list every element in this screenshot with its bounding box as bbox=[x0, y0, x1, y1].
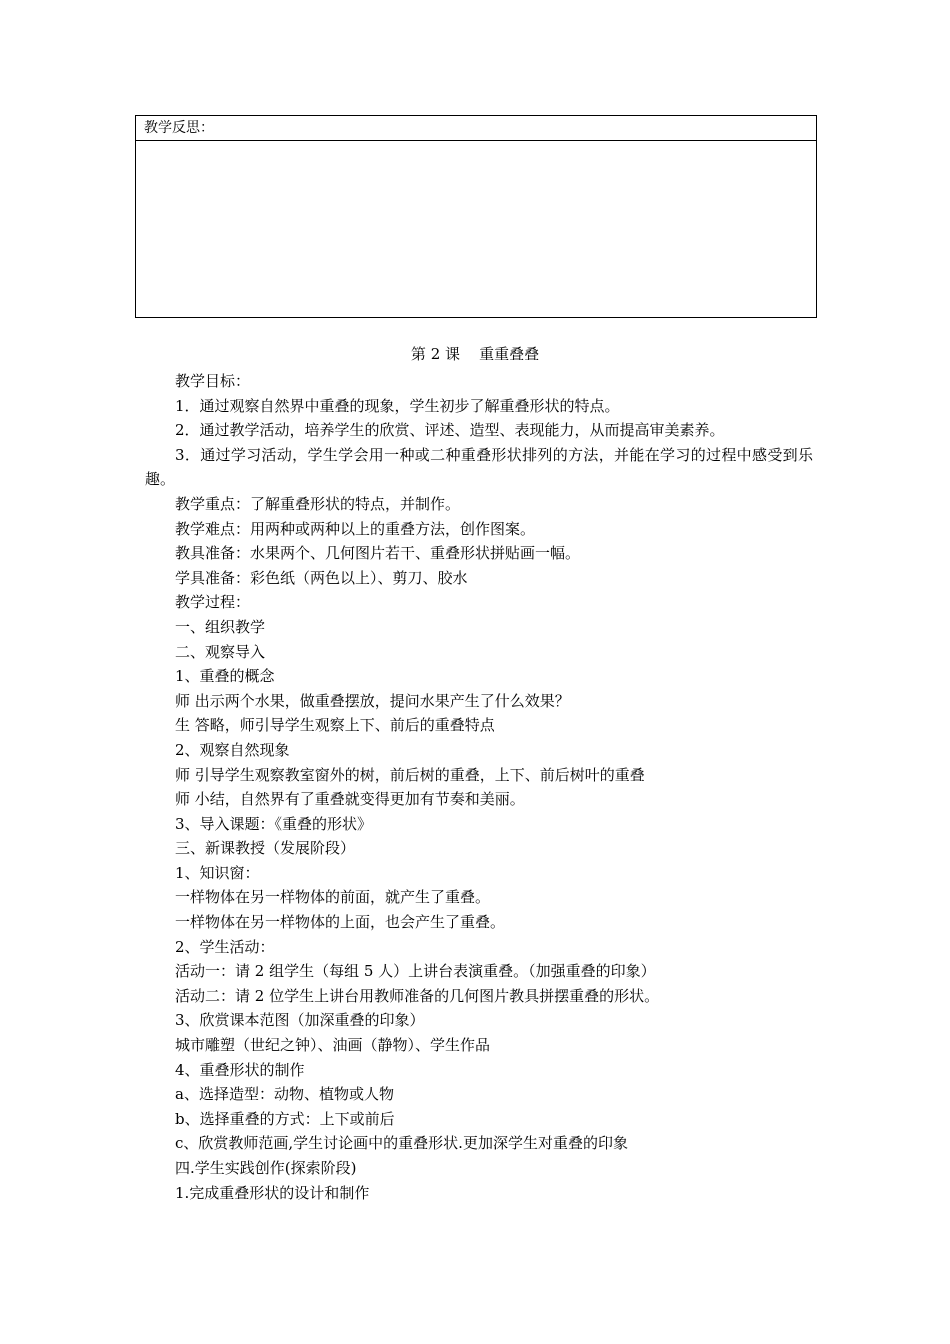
text-line: 2．通过教学活动，培养学生的欣赏、评述、造型、表现能力，从而提高审美素养。 bbox=[175, 421, 725, 440]
text-line: 2、观察自然现象 bbox=[175, 740, 290, 759]
text-line: 1、知识窗： bbox=[175, 863, 260, 882]
text-line: 师 出示两个水果，做重叠摆放，提问水果产生了什么效果？ bbox=[175, 691, 570, 710]
text-line: 活动二：请 2 位学生上讲台用教师准备的几何图片教具拼摆重叠的形状。 bbox=[175, 986, 660, 1005]
text-line: 教学过程： bbox=[175, 593, 251, 612]
text-line: 四.学生实践创作(探索阶段) bbox=[175, 1159, 357, 1177]
text-line: 生 答略，师引导学生观察上下、前后的重叠特点 bbox=[175, 716, 495, 735]
text-line: 1.完成重叠形状的设计和制作 bbox=[175, 1183, 370, 1202]
lesson-body bbox=[145, 369, 813, 1205]
text-line: 教学难点：用两种或两种以上的重叠方法，创作图案。 bbox=[175, 519, 536, 538]
text-line: 学具准备：彩色纸（两色以上）、剪刀、胶水 bbox=[175, 568, 468, 587]
text-line: 教学目标： bbox=[175, 372, 251, 390]
text-line: 城市雕塑（世纪之钟）、油画（静物）、学生作品 bbox=[175, 1036, 491, 1055]
text-line: 一样物体在另一样物体的前面，就产生了重叠。 bbox=[175, 888, 491, 907]
reflection-label: 教学反思： bbox=[136, 116, 816, 141]
text-line: 3、欣赏课本范图（加深重叠的印象） bbox=[175, 1011, 425, 1030]
text-line: 2、学生活动： bbox=[175, 937, 275, 956]
text-line: 1、重叠的概念 bbox=[175, 667, 275, 686]
text-line: 二、观察导入 bbox=[175, 642, 266, 661]
text-line: 师 引导学生观察教室窗外的树，前后树的重叠，上下、前后树叶的重叠 bbox=[175, 765, 645, 784]
text-line: 一、组织教学 bbox=[175, 617, 266, 636]
text-line: b、选择重叠的方式：上下或前后 bbox=[175, 1109, 395, 1128]
text-line: c、欣赏教师范画,学生讨论画中的重叠形状.更加深学生对重叠的印象 bbox=[175, 1134, 628, 1153]
text-line: 4、重叠形状的制作 bbox=[175, 1060, 305, 1079]
text-line: 教学重点：了解重叠形状的特点，并制作。 bbox=[175, 494, 461, 513]
text-line: 活动一：请 2 组学生（每组 5 人）上讲台表演重叠。（加强重叠的印象） bbox=[175, 962, 656, 981]
text-line: a、选择造型：动物、植物或人物 bbox=[175, 1085, 394, 1104]
text-line: 一样物体在另一样物体的上面，也会产生了重叠。 bbox=[175, 913, 506, 932]
reflection-table bbox=[135, 115, 817, 318]
text-line: 3．通过学习活动，学生学会用一种或二种重叠形状排列的方法，并能在学习的过程中感受到乐趣。 bbox=[145, 445, 813, 489]
text-line: 1．通过观察自然界中重叠的现象，学生初步了解重叠形状的特点。 bbox=[175, 396, 620, 415]
text-line: 三、新课教授（发展阶段） bbox=[175, 839, 356, 858]
lesson-title: 第 2 课 重重叠叠 bbox=[410, 345, 540, 363]
text-line: 教具准备：水果两个、几何图片若干、重叠形状拼贴画一幅。 bbox=[175, 544, 581, 563]
text-line: 3、导入课题：《重叠的形状》 bbox=[175, 814, 373, 833]
text-line: 师 小结，自然界有了重叠就变得更加有节奏和美丽。 bbox=[175, 790, 525, 809]
